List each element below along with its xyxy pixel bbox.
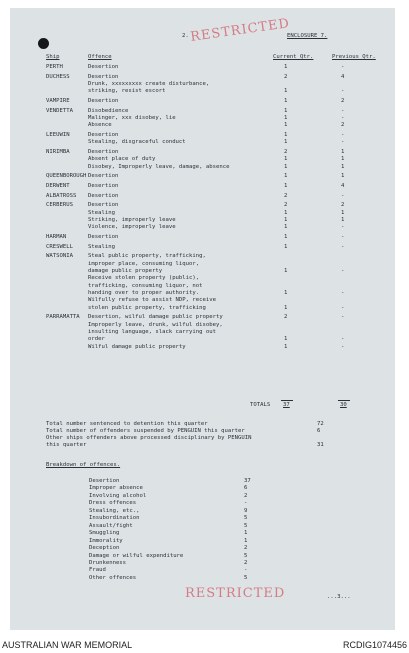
breakdown-label: Desertion — [89, 478, 120, 484]
restricted-stamp-bottom: RESTRICTED — [185, 586, 286, 601]
breakdown-label: Fraud — [89, 567, 106, 574]
row-current: 2 — [284, 73, 288, 80]
col-ship: Ship — [46, 54, 60, 60]
totals-rule-current — [281, 400, 293, 401]
punch-hole — [38, 38, 49, 49]
row-ship: CRESWELL — [46, 243, 73, 250]
totals-label: TOTALS — [250, 402, 271, 408]
summary-text: this quarter — [46, 442, 87, 448]
breakdown-value: 1 — [244, 530, 248, 537]
row-offence: improper place, consuming liquor, — [88, 260, 200, 267]
row-offence: Stealing, disgraceful conduct — [88, 139, 186, 146]
row-ship: PARRAMATTA — [46, 314, 80, 321]
row-offence: Violence, improperly leave — [88, 224, 176, 231]
breakdown-value: 6 — [244, 485, 248, 492]
row-offence: Wilful damage public property — [88, 343, 186, 350]
breakdown-label: Stealing, etc., — [89, 507, 140, 514]
row-current: 2 — [284, 314, 288, 321]
breakdown-value: 1 — [244, 537, 248, 544]
row-offence: Desertion, wilful damage public property — [88, 314, 223, 321]
row-offence: Desertion — [88, 192, 119, 199]
row-ship: DUCHESS — [46, 73, 70, 80]
row-previous: - — [341, 304, 345, 311]
row-ship: VAMPIRE — [46, 98, 70, 104]
row-offence: Striking, improperly leave — [88, 217, 176, 223]
row-ship: NIRIMBA — [46, 149, 70, 155]
breakdown-label: Improper absence — [89, 485, 143, 492]
breakdown-value: 37 — [244, 478, 251, 484]
row-current: 1 — [284, 115, 288, 121]
row-previous: - — [341, 336, 345, 343]
row-offence: Desertion — [88, 64, 119, 70]
breakdown-value: 2 — [244, 545, 248, 552]
row-offence: Wilfully refuse to assist NDP, receive — [88, 297, 216, 304]
row-current: 1 — [284, 234, 288, 240]
totals-current: 37 — [283, 402, 290, 408]
row-current: 1 — [284, 243, 288, 250]
row-current: 1 — [284, 64, 288, 70]
breakdown-value: 9 — [244, 507, 248, 514]
breakdown-value: - — [244, 567, 248, 574]
row-ship: WATSONIA — [46, 253, 73, 260]
row-previous: 4 — [341, 183, 345, 189]
row-current: 1 — [284, 173, 288, 180]
row-ship: CERBERUS — [46, 202, 73, 209]
summary-text: Other ships offenders above processed disciplinary by PENGUIN — [46, 435, 252, 441]
breakdown-title: Breakdown of offences. — [46, 462, 121, 468]
row-ship: QUEENBOROUGH — [46, 173, 87, 180]
summary-value: 6 — [317, 428, 321, 434]
row-offence: insulting language, slack carrying out — [88, 329, 216, 336]
row-current: 1 — [284, 290, 288, 297]
breakdown-value: 5 — [244, 522, 248, 529]
row-offence: handing over to proper authority. — [88, 290, 200, 297]
col-current: Current Qtr. — [273, 54, 314, 60]
breakdown-value: 2 — [244, 492, 248, 499]
row-ship: ALBATROSS — [46, 192, 77, 199]
row-previous: 2 — [341, 98, 345, 104]
col-previous: Previous Qtr. — [332, 54, 376, 60]
row-previous: - — [341, 132, 345, 138]
row-current: 1 — [284, 107, 288, 114]
row-previous: 2 — [341, 122, 345, 129]
row-offence: Desertion — [88, 149, 119, 155]
row-current: 1 — [284, 304, 288, 311]
row-offence: Receive stolen property (public), — [88, 275, 200, 282]
row-previous: 4 — [341, 73, 345, 80]
row-previous: - — [341, 115, 345, 121]
row-ship: LEEUWIN — [46, 132, 70, 138]
page-next: ...3... — [327, 594, 351, 600]
footer-bar — [0, 637, 409, 653]
row-offence: Desertion — [88, 173, 119, 180]
row-offence: Desertion — [88, 73, 119, 80]
page-number: 2. — [182, 33, 189, 39]
summary-value: 31 — [317, 442, 324, 448]
restricted-stamp-top: RESTRICTED — [189, 16, 291, 45]
totals-rule-previous — [338, 400, 350, 401]
row-offence: Stealing — [88, 209, 115, 216]
row-previous: - — [341, 192, 345, 199]
row-offence: order — [88, 336, 105, 343]
breakdown-label: Immorality — [89, 537, 123, 544]
footer-record-id: RCDIG1074456 — [342, 640, 407, 650]
breakdown-label: Involving alcohol — [89, 492, 147, 499]
row-previous: - — [341, 88, 345, 95]
row-current: 1 — [284, 122, 288, 129]
summary-text: Total number of offenders suspended by PENGUIN this quarter — [46, 428, 245, 434]
row-previous: - — [341, 107, 345, 114]
row-current: 1 — [284, 217, 288, 223]
enclosure-label: ENCLOSURE 7. — [287, 33, 328, 39]
row-current: 1 — [284, 98, 288, 104]
breakdown-label: Other offences — [89, 574, 137, 581]
row-previous: - — [341, 139, 345, 146]
breakdown-value: 5 — [244, 552, 248, 559]
breakdown-value: 5 — [244, 515, 248, 522]
row-previous: 1 — [341, 156, 345, 163]
row-offence: Improperly leave, drunk, wilful disobey, — [88, 321, 223, 328]
row-current: 1 — [284, 139, 288, 146]
col-offence: Offence — [88, 54, 112, 60]
row-offence: stolen public property, trafficking — [88, 304, 206, 311]
row-previous: 1 — [341, 163, 345, 170]
row-offence: Desertion — [88, 98, 119, 104]
row-previous: - — [341, 290, 345, 297]
row-current: 2 — [284, 149, 288, 155]
row-ship: DERWENT — [46, 183, 70, 189]
breakdown-value: - — [244, 500, 248, 507]
row-offence: Absent place of duty — [88, 156, 156, 163]
row-ship: VENDETTA — [46, 107, 73, 114]
breakdown-label: Assault/fight — [89, 522, 133, 529]
row-offence: Malinger, xxx disobey, lie — [88, 115, 176, 121]
row-current: 1 — [284, 336, 288, 343]
row-previous: - — [341, 268, 345, 274]
row-offence: striking, resist escort — [88, 88, 166, 95]
breakdown-label: Deception — [89, 545, 120, 552]
row-offence: Desertion — [88, 183, 119, 189]
row-ship: HARMAN — [46, 234, 67, 240]
summary-value: 72 — [317, 421, 324, 427]
row-ship: PERTH — [46, 64, 63, 70]
breakdown-label: Drunkenness — [89, 559, 127, 566]
row-current: 2 — [284, 202, 288, 209]
document-page — [10, 8, 395, 630]
row-offence: Disobey, Improperly leave, damage, absence — [88, 163, 230, 170]
row-current: 1 — [284, 209, 288, 216]
row-previous: - — [341, 314, 345, 321]
row-offence: Absence — [88, 122, 112, 129]
row-previous: 1 — [341, 173, 345, 180]
row-previous: - — [341, 343, 345, 350]
row-offence: Desertion — [88, 234, 119, 240]
row-current: 1 — [284, 268, 288, 274]
breakdown-label: Dress offences — [89, 500, 137, 507]
breakdown-value: 5 — [244, 574, 248, 581]
row-offence: Stealing — [88, 243, 115, 250]
row-current: 2 — [284, 192, 288, 199]
row-current: 1 — [284, 163, 288, 170]
row-current: 1 — [284, 132, 288, 138]
row-current: 1 — [284, 343, 288, 350]
row-offence: Drunk, xxxxxxxxx create disturbance, — [88, 81, 210, 87]
row-current: 1 — [284, 224, 288, 231]
row-previous: - — [341, 64, 345, 70]
breakdown-label: Insubordination — [89, 515, 140, 522]
row-previous: - — [341, 224, 345, 231]
row-offence: Desertion — [88, 202, 119, 209]
row-current: 1 — [284, 156, 288, 163]
breakdown-value: 2 — [244, 559, 248, 566]
row-offence: Desertion — [88, 132, 119, 138]
row-previous: 1 — [341, 209, 345, 216]
row-current: 1 — [284, 183, 288, 189]
summary-text: Total number sentenced to detention this quarter — [46, 421, 208, 427]
footer-institution: AUSTRALIAN WAR MEMORIAL — [2, 640, 133, 650]
row-offence: trafficking, consuming liquor, not — [88, 282, 203, 289]
row-offence: damage public property — [88, 268, 163, 274]
row-current: 1 — [284, 88, 288, 95]
breakdown-label: Smuggling — [89, 530, 120, 537]
row-offence: Disobedience — [88, 107, 129, 114]
totals-previous: 30 — [340, 402, 347, 408]
row-previous: 1 — [341, 149, 345, 155]
breakdown-label: Damage or wilful expenditure — [89, 552, 184, 559]
row-offence: Steal public property, trafficking, — [88, 253, 206, 260]
row-previous: 1 — [341, 217, 345, 223]
row-previous: - — [341, 234, 345, 240]
row-previous: 2 — [341, 202, 345, 209]
row-previous: - — [341, 243, 345, 250]
